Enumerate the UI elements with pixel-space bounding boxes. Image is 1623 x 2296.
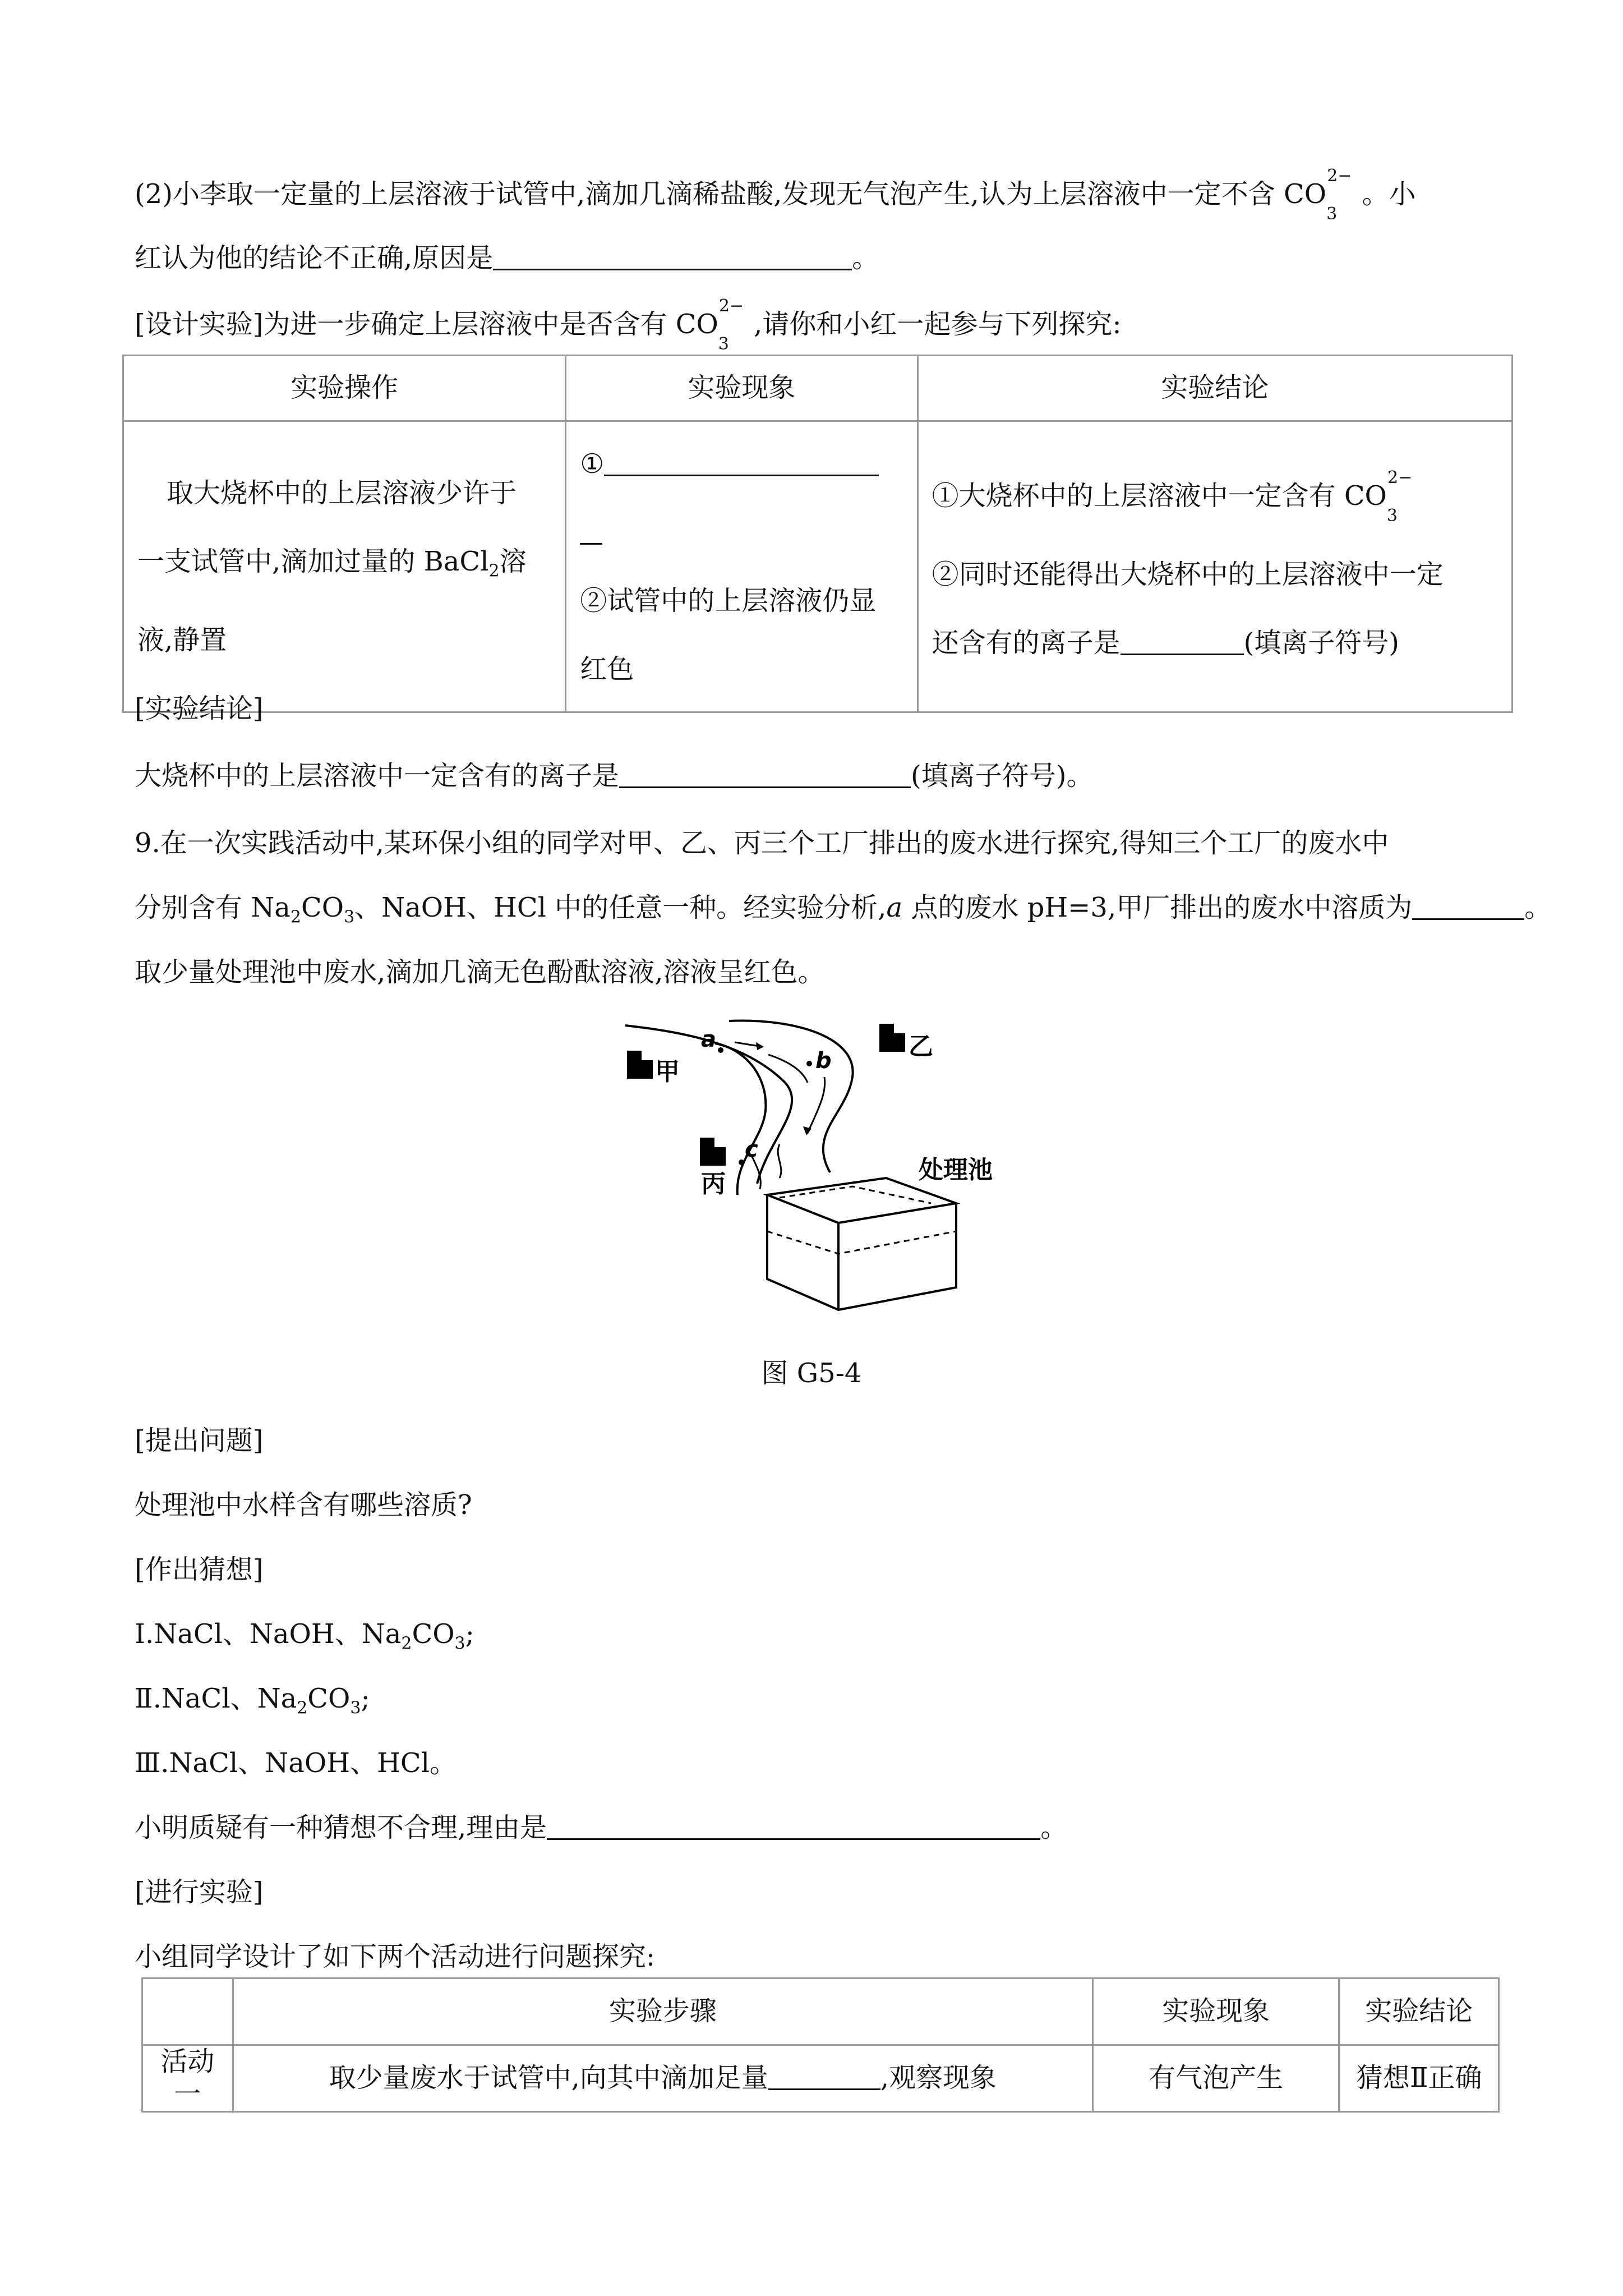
flow-arrow-head (756, 1042, 764, 1050)
header-phenomenon: 实验现象 (566, 356, 917, 421)
sub-3: 3 (344, 907, 355, 927)
label-factory-jia: 甲 (655, 1057, 680, 1086)
label-point-c: c (745, 1137, 758, 1162)
h2-text: Ⅱ.NaCl、Na (135, 1683, 297, 1714)
factory-icon-bing (700, 1138, 726, 1166)
q9-line-2-end: 。 (1524, 892, 1552, 923)
phenomenon-1-marker: ① (580, 448, 605, 480)
exp-conclusion-blank[interactable] (619, 762, 911, 788)
exp-conclusion-heading: [实验结论] (135, 693, 264, 724)
h2-co: CO (307, 1683, 351, 1714)
q2-line-1-text: (2)小李取一定量的上层溶液于试管中,滴加几滴稀盐酸,发现无气泡产生,认为上层溶液中一定不含 CO (135, 178, 1327, 210)
ion-sub: 3 (1326, 204, 1338, 224)
sub-2: 2 (297, 1698, 308, 1718)
q9-co: CO (301, 892, 344, 923)
design-experiment-line (135, 296, 1122, 354)
exp-conclusion-text: 大烧杯中的上层溶液中一定含有的离子是 (135, 760, 620, 792)
conclusion-line-2: ②同时还能得出大烧杯中的上层溶液中一定 (932, 558, 1444, 590)
header-step: 实验步骤 (233, 1978, 1092, 2045)
step-text: 取少量废水于试管中,向其中滴加足量 (329, 2062, 768, 2094)
pool-top (767, 1178, 956, 1223)
conclusion-1-text: ①大烧杯中的上层溶液中一定含有 CO (932, 480, 1387, 512)
cell-conclusion: 猜想Ⅱ正确 (1339, 2045, 1499, 2112)
row-label-activity-1: 活动一 (142, 2045, 233, 2112)
table-header-row (123, 356, 1513, 421)
h1-co: CO (412, 1618, 455, 1650)
sub-3: 3 (454, 1634, 465, 1654)
q9-na: 分别含有 Na (135, 892, 291, 923)
hypothesis-1 (135, 1618, 474, 1654)
factory-icon-yi (879, 1024, 905, 1052)
doubt-line (135, 1812, 1067, 1844)
sub-3: 3 (350, 1698, 361, 1718)
exp-conclusion-end: (填离子符号)。 (911, 760, 1094, 792)
q2-line-2 (135, 242, 879, 275)
factory-wastewater-figure (617, 1015, 1021, 1329)
operation-line-2-text: 一支试管中,滴加过量的 BaCl (137, 546, 489, 578)
label-factory-bing: 丙 (701, 1170, 726, 1198)
conclusion-line-1 (932, 456, 1498, 540)
q9-line-2-rest: 点的废水 pH=3,甲厂排出的废水中溶质为 (902, 892, 1413, 923)
cell-phenomenon (566, 421, 917, 712)
q2-line-2-end: 。 (852, 242, 879, 274)
phenomenon-line-2: ②试管中的上层溶液仍显 (580, 585, 877, 616)
doubt-end: 。 (1040, 1812, 1068, 1843)
phenomenon-1-blank[interactable] (604, 450, 879, 476)
conclusion-line-3 (932, 609, 1498, 677)
conduct-heading: [进行实验] (135, 1876, 264, 1908)
ion-sub: 3 (1386, 505, 1398, 526)
question-text: 处理池中水样含有哪些溶质? (135, 1489, 472, 1521)
carbonate-ion (718, 296, 754, 354)
header-operation: 实验操作 (123, 356, 566, 421)
cell-phenomenon: 有气泡产生 (1092, 2045, 1339, 2112)
point-c-dot (739, 1159, 744, 1165)
q9-line-3: 取少量处理池中废水,滴加几滴无色酚酞溶液,溶液呈红色。 (135, 956, 825, 988)
factory-icon-jia (627, 1051, 653, 1079)
h1-text: Ⅰ.NaCl、NaOH、Na (135, 1618, 402, 1650)
sub-2: 2 (401, 1634, 412, 1654)
phenomenon-1-blank-continued[interactable] (580, 518, 602, 545)
pool-water-line (767, 1231, 956, 1254)
conclusion-3-text: 还含有的离子是 (932, 627, 1121, 659)
step-reagent-blank[interactable] (768, 2064, 880, 2090)
cell-step (233, 2045, 1092, 2112)
question-heading: [提出问题] (135, 1425, 264, 1456)
q9-line-2-mid: 、NaOH、HCl 中的任意一种。经实验分析, (354, 892, 887, 923)
cell-conclusion (917, 421, 1512, 712)
header-empty (142, 1978, 233, 2045)
sub-2: 2 (290, 907, 301, 927)
point-b-dot (806, 1061, 812, 1066)
design-text-end: ,请你和小红一起参与下列探究: (754, 309, 1122, 340)
table-row (142, 2045, 1499, 2112)
conclusion-3-end: (填离子符号) (1243, 627, 1400, 659)
q9-line-1: 9.在一次实践活动中,某环保小组的同学对甲、乙、丙三个工厂排出的废水进行探究,得知三个工厂的废水中 (135, 827, 1389, 859)
bacl-sub: 2 (488, 561, 500, 581)
q2-answer-blank[interactable] (493, 244, 852, 270)
hypothesis-2 (135, 1683, 370, 1719)
label-factory-yi: 乙 (909, 1032, 933, 1061)
experiment-table-1 (122, 355, 1513, 713)
cell-operation (123, 421, 566, 712)
phenomenon-blank-cont (580, 498, 903, 567)
q9-solute-blank[interactable] (1412, 894, 1524, 920)
carbonate-ion (1387, 456, 1422, 540)
operation-line-1: 取大烧杯中的上层溶液少许于 (167, 477, 517, 509)
q2-line-2-text: 红认为他的结论不正确,原因是 (135, 242, 494, 274)
flow-arrow (768, 1055, 808, 1083)
phenomenon-line-3: 红色 (580, 654, 634, 685)
header-phenomenon: 实验现象 (1092, 1978, 1339, 2045)
ion-sup: 2− (1387, 468, 1413, 488)
ion-sup: 2− (718, 296, 744, 316)
conduct-text: 小组同学设计了如下两个活动进行问题探究: (135, 1941, 656, 1972)
label-point-b: b (815, 1048, 832, 1074)
header-conclusion: 实验结论 (917, 356, 1512, 421)
phenomenon-line-1 (580, 430, 903, 498)
label-point-a: a (701, 1027, 716, 1052)
point-a-dot (718, 1047, 723, 1053)
doubt-reason-blank[interactable] (547, 1814, 1040, 1840)
ion-sub: 3 (718, 334, 729, 354)
step-end: ,观察现象 (880, 2062, 997, 2094)
operation-line-2 (137, 527, 551, 606)
table-row (123, 421, 1513, 712)
doubt-text: 小明质疑有一种猜想不合理,理由是 (135, 1812, 547, 1843)
exp-conclusion-line (135, 760, 1093, 793)
h1-end: ; (465, 1618, 474, 1650)
operation-line-3: 液,静置 (137, 624, 227, 656)
ion-sup: 2− (1327, 166, 1352, 186)
hypothesis-3: Ⅲ.NaCl、NaOH、HCl。 (135, 1747, 457, 1779)
label-pool: 处理池 (919, 1156, 993, 1184)
q9-point-a: a (886, 892, 903, 923)
table-header-row (142, 1978, 1499, 2045)
carbonate-ion (1326, 166, 1362, 224)
experiment-table-2 (141, 1977, 1500, 2113)
q9-line-2 (135, 892, 1551, 928)
flow-arrow (808, 1077, 825, 1133)
figure-caption: 图 G5-4 (761, 1358, 862, 1389)
flow-arrow (778, 1144, 781, 1178)
header-conclusion: 实验结论 (1339, 1978, 1499, 2045)
operation-line-2-end: 溶 (499, 546, 527, 578)
conclusion-ion-blank[interactable] (1121, 629, 1244, 655)
hypothesis-heading: [作出猜想] (135, 1554, 264, 1585)
h2-end: ; (361, 1683, 370, 1714)
q2-line-1-end: 。小 (1362, 178, 1416, 210)
design-text-start: [设计实验]为进一步确定上层溶液中是否含有 CO (135, 309, 718, 340)
q2-line-1 (135, 166, 1416, 224)
